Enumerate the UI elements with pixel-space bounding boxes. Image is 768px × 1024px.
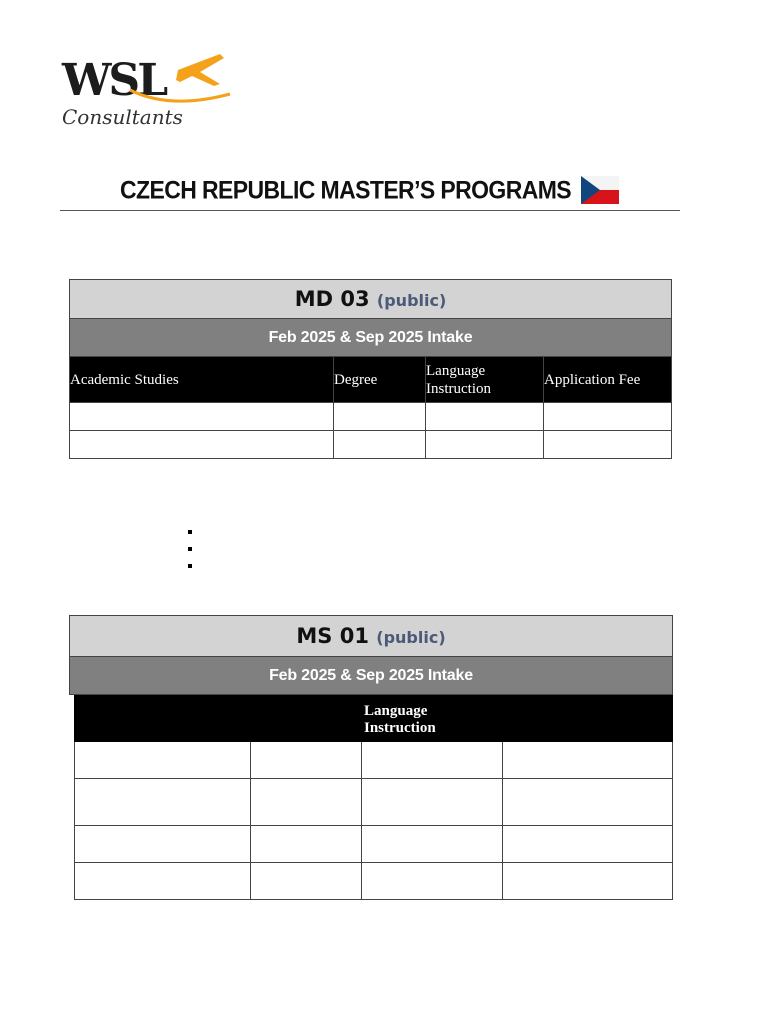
czech-flag-icon [581, 176, 619, 204]
program-table-ms01 [69, 615, 673, 900]
program-code: MD 03 [294, 287, 370, 311]
table-row [70, 742, 673, 779]
column-header-language-instruction: Language Instruction [362, 695, 503, 742]
wsl-consultants-logo [60, 50, 240, 130]
continuation-dots [188, 530, 196, 581]
program-type: (public) [376, 291, 447, 310]
column-header [503, 695, 673, 742]
table-row [70, 826, 673, 863]
program-type: (public) [376, 628, 446, 647]
table-title [70, 616, 673, 657]
svg-text:WSL: WSL [62, 55, 166, 106]
program-table-md03 [69, 279, 672, 459]
title-divider [60, 210, 680, 211]
svg-text:Consultants: Consultants [62, 105, 183, 129]
page-title: CZECH REPUBLIC MASTER’S PROGRAMS [120, 175, 572, 204]
program-code: MS 01 [296, 624, 369, 648]
column-header-application-fee: Application Fee [544, 357, 672, 403]
table-row [70, 431, 672, 459]
column-header [251, 695, 362, 742]
column-header-degree: Degree [334, 357, 426, 403]
table-row [70, 403, 672, 431]
table-title [70, 280, 672, 319]
document-heading [120, 176, 619, 204]
airplane-icon [176, 54, 224, 86]
intake-label: Feb 2025 & Sep 2025 Intake [70, 319, 672, 357]
column-header [75, 695, 251, 742]
table-row [70, 779, 673, 826]
column-header-academic-studies: Academic Studies [70, 357, 334, 403]
column-header-language-instruction: Language Instruction [426, 357, 544, 403]
intake-label: Feb 2025 & Sep 2025 Intake [70, 657, 673, 695]
table-row [70, 863, 673, 900]
